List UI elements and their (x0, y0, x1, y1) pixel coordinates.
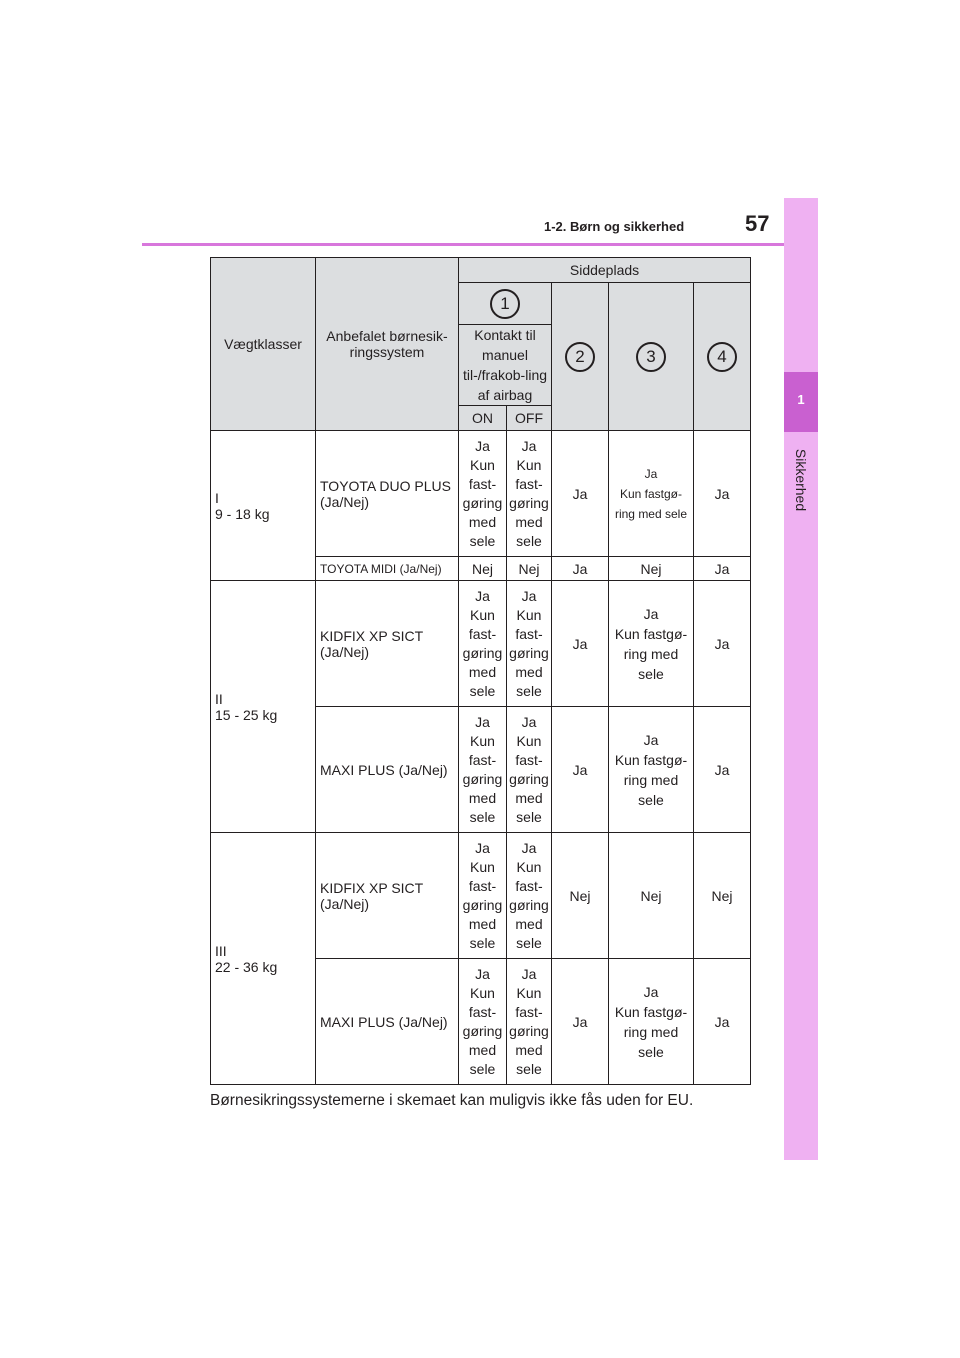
restraint-note-line: Kun (516, 858, 542, 875)
ja-label: Ja (643, 731, 659, 748)
system-cell: MAXI PLUS (Ja/Nej) (316, 959, 459, 1085)
restraint-note-line: gøring (462, 896, 503, 913)
ja-label: Ja (521, 965, 537, 982)
seat-4-badge: 4 (707, 342, 737, 372)
restraint-note-line: gøring (509, 896, 549, 913)
seat-3-value-cell (609, 581, 694, 707)
restraint-note-line: sele (516, 682, 542, 699)
seat-2-header (552, 283, 609, 431)
restraint-note-line: sele (469, 532, 496, 549)
header-rule (142, 243, 784, 246)
restraint-note-line: fast- (515, 475, 543, 492)
restraint-note-line: Kun (470, 456, 495, 473)
col-header-weight: Vægtklasser (211, 258, 316, 431)
footnote: Børnesikringssystemerne i skemaet kan muligvis ikke fås uden for EU. (210, 1092, 694, 1109)
seat-2-badge: 2 (565, 342, 595, 372)
restraint-note-line: sele (516, 934, 542, 951)
ja-label: Ja (521, 587, 537, 604)
restraint-note-line: med (468, 915, 497, 932)
restraint-note-line: Kun (516, 606, 542, 623)
restraint-note-line: fast- (515, 877, 543, 894)
ja-label: Ja (521, 713, 537, 730)
system-cell: MAXI PLUS (Ja/Nej) (316, 707, 459, 833)
seat-1-value-cell (459, 833, 507, 959)
restraint-note-line: sele (516, 1060, 542, 1077)
seat-1-value-cell (507, 833, 552, 959)
value-cell: Ja (694, 707, 751, 833)
value-cell: Nej (609, 557, 694, 581)
value-cell: Ja (552, 557, 609, 581)
ja-label: Ja (643, 605, 659, 622)
system-cell: KIDFIX XP SICT (Ja/Nej) (316, 581, 459, 707)
restraint-note-line: fast- (468, 1003, 497, 1020)
seat-3-badge: 3 (636, 342, 666, 372)
restraint-note-line: gøring (462, 1022, 503, 1039)
restraint-note-line: sele (469, 934, 496, 951)
col-header-system: Anbefalet børnesik-ringssystem (316, 258, 459, 431)
restraint-note-line: gøring (509, 644, 549, 661)
restraint-note-line: med (515, 663, 543, 680)
seat-3-header (609, 283, 694, 431)
restraint-note-line: med (468, 513, 497, 530)
restraint-note-line: fast- (515, 1003, 543, 1020)
chapter-number: 1 (797, 392, 805, 407)
section-title: 1-2. Børn og sikkerhed (544, 219, 685, 234)
restraint-note-line: Kun (516, 984, 542, 1001)
restraint-note-line: fast- (468, 751, 497, 768)
value-cell: Ja (552, 707, 609, 833)
ja-label: Ja (521, 839, 537, 856)
airbag-off-header: OFF (507, 406, 552, 431)
value-cell: Ja (694, 431, 751, 557)
restraint-note-line: fast- (468, 475, 497, 492)
weight-class-cell: II 15 - 25 kg (211, 581, 316, 833)
system-cell: TOYOTA MIDI (Ja/Nej) (316, 557, 459, 581)
value-cell: Nej (694, 833, 751, 959)
seat-1-value-cell (507, 707, 552, 833)
seat-1-value-cell (507, 581, 552, 707)
restraint-note-line: med (515, 789, 543, 806)
restraint-note-line: med (468, 789, 497, 806)
ja-label: Ja (521, 437, 537, 454)
restraint-note: Kun fastgø-ring med sele (614, 1003, 688, 1060)
restraint-note: Kun fastgø-ring med sele (614, 625, 688, 682)
value-cell: Ja (552, 581, 609, 707)
restraint-note-line: fast- (468, 625, 497, 642)
value-cell: Ja (694, 557, 751, 581)
value-cell: Ja (694, 959, 751, 1085)
restraint-note-line: sele (469, 1060, 496, 1077)
ja-label: Ja (475, 713, 490, 730)
ja-label: Ja (475, 965, 490, 982)
restraint-note-line: gøring (462, 644, 503, 661)
restraint-note-line: Kun (470, 606, 495, 623)
value-cell: Ja (552, 431, 609, 557)
restraint-note-line: med (468, 663, 497, 680)
restraint-note-line: med (468, 1041, 497, 1058)
ja-label: Ja (475, 587, 490, 604)
value-cell: Ja (694, 581, 751, 707)
value-cell: Nej (507, 557, 552, 581)
restraint-note-line: fast- (515, 625, 543, 642)
chapter-label: Sikkerhed (793, 448, 809, 512)
restraint-note-line: sele (516, 808, 542, 825)
seat-1-value-cell (459, 959, 507, 1085)
col-header-seat: Siddeplads (459, 258, 751, 283)
restraint-note-line: med (515, 915, 543, 932)
restraint-note-line: gøring (462, 770, 503, 787)
system-cell: TOYOTA DUO PLUS (Ja/Nej) (316, 431, 459, 557)
value-cell: Nej (459, 557, 507, 581)
restraint-note: Kun fastgø-ring med sele (614, 486, 688, 521)
child-seat-table (210, 257, 751, 1085)
restraint-note-line: Kun (470, 858, 495, 875)
ja-label: Ja (475, 437, 490, 454)
weight-class-cell: III 22 - 36 kg (211, 833, 316, 1085)
seat-1-value-cell (507, 959, 552, 1085)
seat-4-header (694, 283, 751, 431)
restraint-note-line: gøring (509, 1022, 549, 1039)
seat-1-value-cell (507, 431, 552, 557)
airbag-on-header: ON (459, 406, 507, 431)
restraint-note-line: Kun (470, 984, 495, 1001)
seat-3-value-cell (609, 959, 694, 1085)
chapter-side-tab (784, 198, 818, 1160)
airbag-switch-note: Kontakt til manuel til-/frakob-ling af airbag (459, 325, 552, 406)
weight-class-cell: I 9 - 18 kg (211, 431, 316, 581)
restraint-note-line: Kun (470, 732, 495, 749)
restraint-note-line: sele (516, 532, 542, 549)
value-cell: Ja (552, 959, 609, 1085)
ja-label: Ja (475, 839, 490, 856)
restraint-note-line: Kun (516, 732, 542, 749)
seat-3-value-cell (609, 431, 694, 557)
seat-1-value-cell (459, 581, 507, 707)
value-cell: Nej (552, 833, 609, 959)
restraint-note-line: med (515, 513, 543, 530)
seat-1-value-cell (459, 707, 507, 833)
restraint-note-line: sele (469, 808, 496, 825)
restraint-note-line: med (515, 1041, 543, 1058)
ja-label: Ja (644, 466, 658, 481)
restraint-note-line: gøring (462, 494, 503, 511)
page-number: 57 (745, 211, 770, 236)
seat-3-value-cell (609, 707, 694, 833)
seat-1-value-cell (459, 431, 507, 557)
restraint-note-line: fast- (515, 751, 543, 768)
ja-label: Ja (643, 983, 659, 1000)
seat-1-header (459, 283, 552, 325)
restraint-note-line: Kun (516, 456, 542, 473)
restraint-note-line: gøring (509, 770, 549, 787)
restraint-note-line: gøring (509, 494, 549, 511)
seat-1-badge: 1 (490, 289, 520, 319)
restraint-note: Kun fastgø-ring med sele (614, 751, 688, 808)
value-cell: Nej (609, 833, 694, 959)
restraint-note-line: sele (469, 682, 496, 699)
restraint-note-line: fast- (468, 877, 497, 894)
system-cell: KIDFIX XP SICT (Ja/Nej) (316, 833, 459, 959)
